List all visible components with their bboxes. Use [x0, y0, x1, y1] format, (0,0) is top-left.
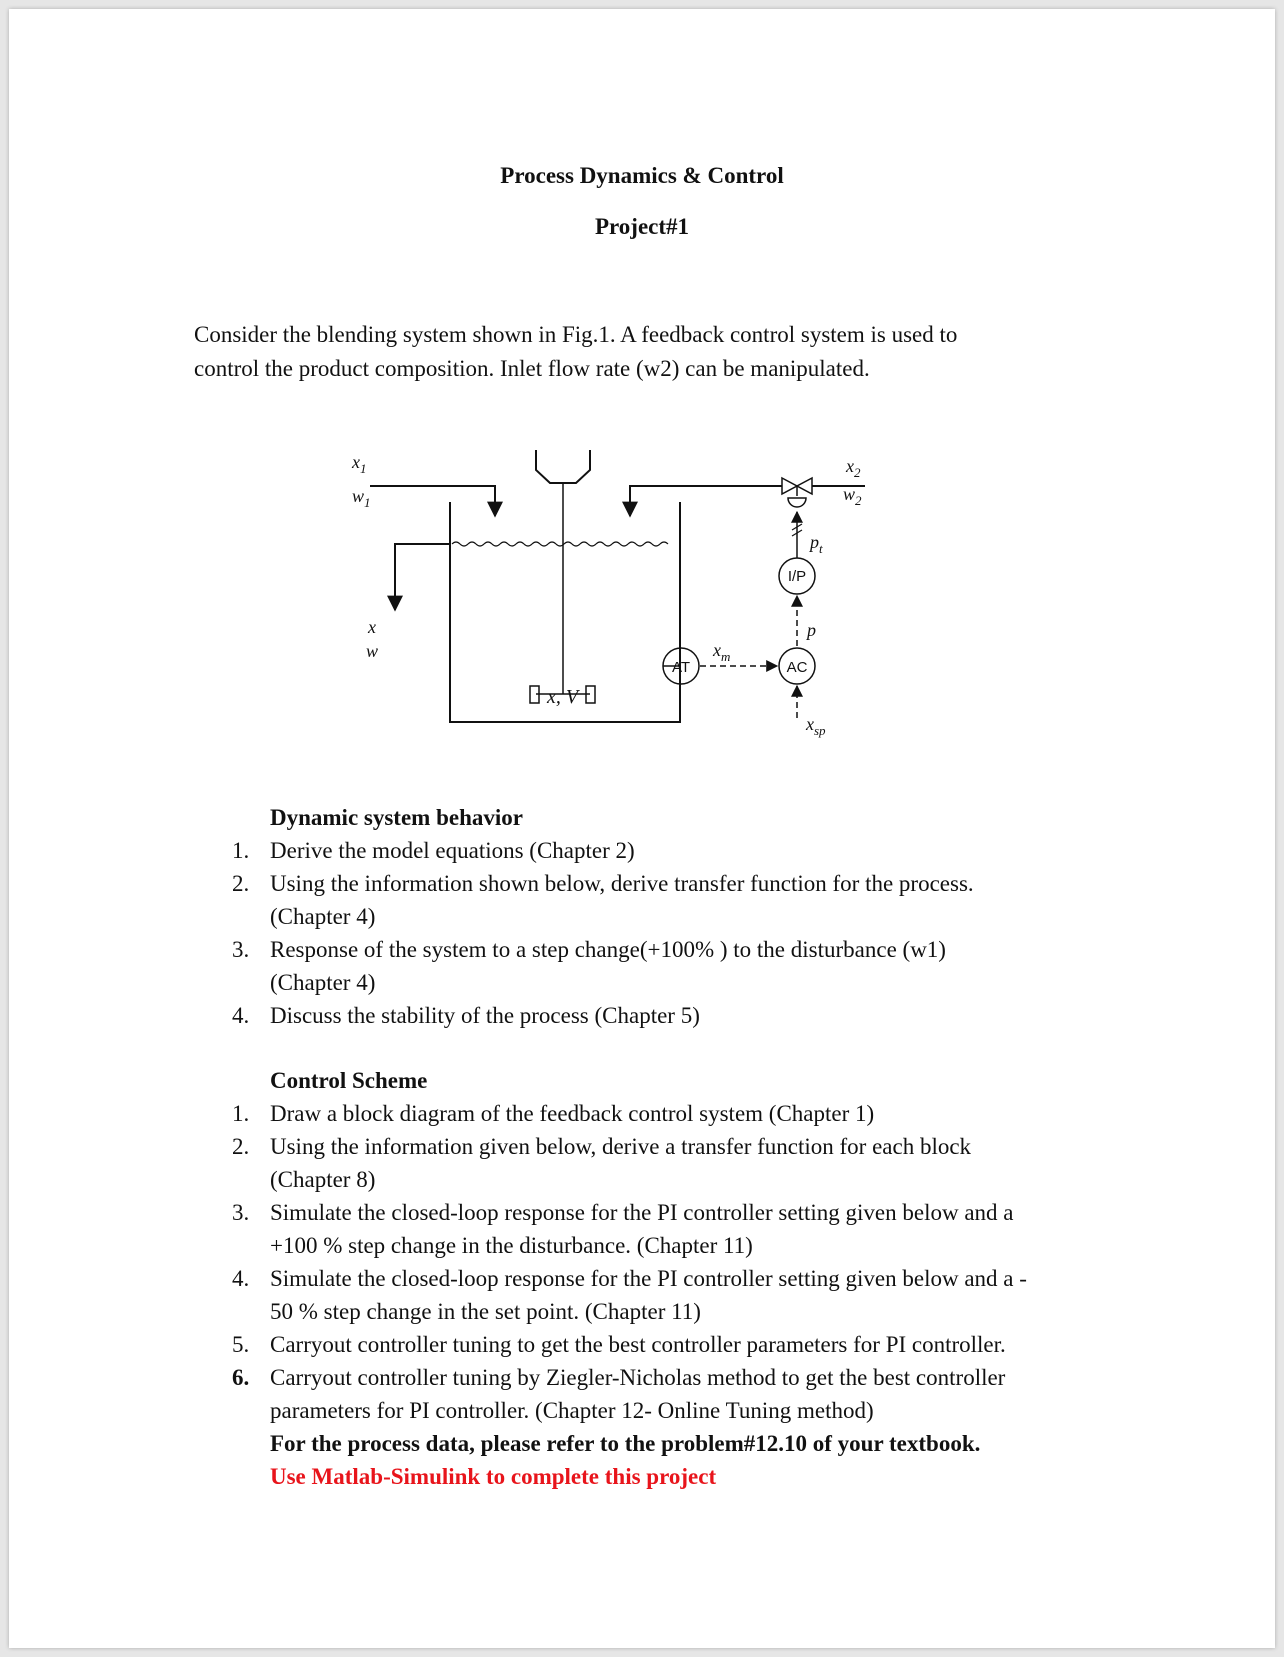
label-tank: x, V [547, 686, 579, 708]
list-item: 2. Using the information shown below, derive transfer function for the process. (Chapter 4) [232, 871, 974, 929]
blending-system-diagram [340, 450, 880, 790]
label-x2: $x_2$ [846, 456, 861, 480]
valve-actuator-icon [788, 498, 806, 507]
list-item: 3. Simulate the closed-loop response for the PI controller setting given below and a +100 % step change in the disturbance. (Chapter 11) [232, 1200, 1014, 1258]
label-at: AT [671, 659, 691, 676]
outlet-stream [395, 544, 450, 610]
label-w1: $w_1$ [352, 486, 371, 510]
label-pt: $p_t$ [810, 532, 823, 556]
label-w2: $w_2$ [843, 484, 862, 508]
process-data-note: For the process data, please refer to the problem#12.10 of your textbook. [270, 1431, 981, 1456]
list-item: 5. Carryout controller tuning to get the best controller parameters for PI controller. [232, 1332, 1006, 1357]
label-outlet-x: x [368, 617, 376, 637]
project-title: Project#1 [594, 214, 690, 239]
inlet-2-stream [630, 486, 782, 516]
intro-paragraph [194, 318, 1094, 386]
label-outlet-w: w [366, 641, 379, 661]
list-item: 1. Draw a block diagram of the feedback control system (Chapter 1) [232, 1101, 875, 1126]
motor-icon [536, 450, 590, 483]
list-item: 2. Using the information given below, derive a transfer function for each block (Chapter 8) [232, 1134, 972, 1192]
inlet-1-stream [370, 486, 495, 516]
label-ac: AC [786, 659, 808, 676]
label-xm: $x_m$ [713, 640, 731, 664]
control-section [0, 1064, 1284, 1493]
course-title: Process Dynamics & Control [500, 163, 784, 188]
intro-line-1: Consider the blending system shown in Fig.1. A feedback control system is used to [194, 322, 958, 347]
label-ip: I/P [787, 568, 807, 585]
control-heading: Control Scheme [270, 1068, 428, 1093]
list-item: 6. Carryout controller tuning by Ziegler-Nicholas method to get the best controller parameters for PI controller. (Chapter 12- Online Tuning method) [232, 1365, 1006, 1423]
label-xsp: $x_{sp}$ [806, 714, 826, 738]
dynamic-heading: Dynamic system behavior [270, 805, 523, 830]
intro-line-2: control the product composition. Inlet flow rate (w2) can be manipulated. [194, 356, 870, 381]
list-item: 1. Derive the model equations (Chapter 2) [232, 838, 635, 863]
liquid-surface [452, 542, 668, 546]
list-item: 3. Response of the system to a step change(+100% ) to the disturbance (w1) (Chapter 4) [232, 937, 946, 995]
list-item: 4. Discuss the stability of the process (Chapter 5) [232, 1003, 700, 1028]
label-x1: $x_1$ [352, 452, 367, 476]
matlab-note: Use Matlab-Simulink to complete this project [270, 1464, 717, 1489]
label-p: p [807, 620, 816, 640]
dynamic-section [0, 801, 1284, 1032]
list-item: 4. Simulate the closed-loop response for the PI controller setting given below and a - 50 % step change in the set point. (Chapter 11) [232, 1266, 1027, 1324]
